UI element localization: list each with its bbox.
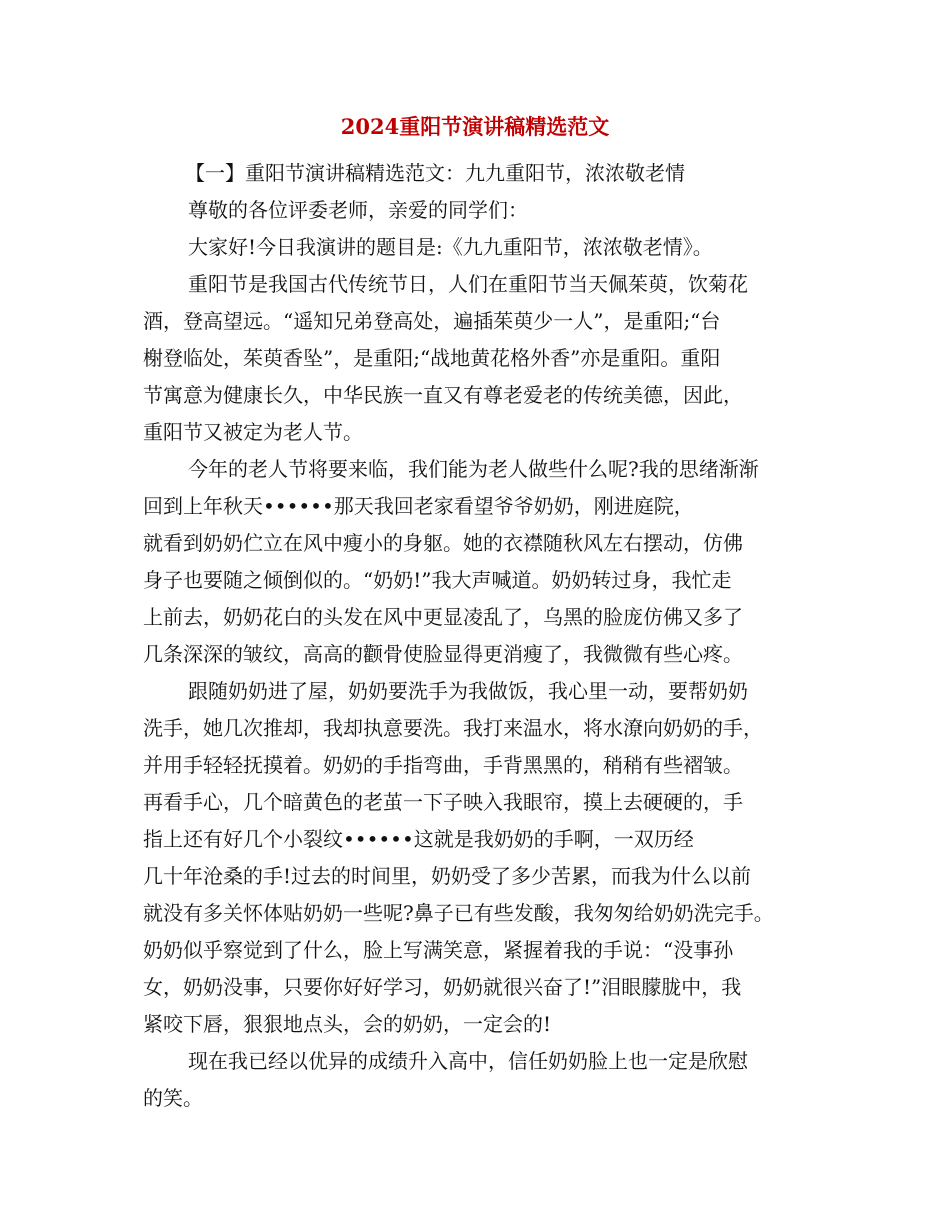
document-title: 2024重阳节演讲稿精选范文 bbox=[340, 114, 610, 139]
paragraph-line: 洗手，她几次推却，我却执意要洗。我打来温水，将水潦向奶奶的手， bbox=[143, 716, 763, 740]
paragraph-line: 身子也要随之倾倒似的。“奶奶!”我大声喊道。奶奶转过身，我忙走 bbox=[143, 568, 732, 592]
paragraph-line: 几条深深的皱纹，高高的颧骨使脸显得更消瘦了，我微微有些心疼。 bbox=[143, 642, 743, 666]
paragraph-line: 再看手心，几个暗黄色的老茧一下子映入我眼帘，摸上去硬硬的，手 bbox=[143, 790, 743, 814]
salutation-line: 尊敬的各位评委老师，亲爱的同学们： bbox=[188, 198, 528, 222]
paragraph-line: 酒，登高望远。“遥知兄弟登高处，遍插茱萸少一人”，是重阳;“台 bbox=[143, 309, 721, 333]
paragraph-line: 几十年沧桑的手!过去的时间里，奶奶受了多少苦累，而我为什么以前 bbox=[143, 864, 752, 888]
paragraph-line: 指上还有好几个小裂纹••••••这就是我奶奶的手啊，一双历经 bbox=[143, 827, 694, 851]
paragraph-line: 并用手轻轻抚摸着。奶奶的手指弯曲，手背黑黑的，稍稍有些褶皱。 bbox=[143, 753, 743, 777]
paragraph-line: 的笑。 bbox=[143, 1086, 203, 1110]
paragraph-line: 回到上年秋天••••••那天我回老家看望爷爷奶奶，刚进庭院， bbox=[143, 494, 694, 518]
paragraph-line: 就没有多关怀体贴奶奶一些呢?鼻子已有些发酸，我匆匆给奶奶洗完手。 bbox=[143, 901, 774, 925]
paragraph-line: 现在我已经以优异的成绩升入高中，信任奶奶脸上也一定是欣慰 bbox=[188, 1049, 748, 1073]
paragraph-line: 大家好!今日我演讲的题目是:《九九重阳节，浓浓敬老情》。 bbox=[188, 235, 713, 259]
document-body bbox=[143, 155, 813, 1117]
paragraph-line: 女，奶奶没事，只要你好好学习，奶奶就很兴奋了!”泪眼朦胧中，我 bbox=[143, 975, 742, 999]
section-heading: 【一】重阳节演讲稿精选范文：九九重阳节，浓浓敬老情 bbox=[185, 161, 685, 185]
paragraph-line: 重阳节是我国古代传统节日，人们在重阳节当天佩茱萸，饮菊花 bbox=[188, 272, 748, 296]
paragraph-line: 节寓意为健康长久，中华民族一直又有尊老爱老的传统美德，因此， bbox=[143, 383, 743, 407]
paragraph-line: 紧咬下唇，狠狠地点头，会的奶奶，一定会的! bbox=[143, 1012, 552, 1036]
paragraph-line: 跟随奶奶进了屋，奶奶要洗手为我做饭，我心里一动，要帮奶奶 bbox=[188, 679, 748, 703]
paragraph-line: 上前去，奶奶花白的头发在风中更显凌乱了，乌黑的脸庞仿佛又多了 bbox=[143, 605, 743, 629]
paragraph-line: 榭登临处，茱萸香坠”，是重阳;“战地黄花格外香”亦是重阳。重阳 bbox=[143, 346, 721, 370]
paragraph-line: 就看到奶奶伫立在风中瘦小的身躯。她的衣襟随秋风左右摆动，仿佛 bbox=[143, 531, 743, 555]
paragraph-line: 今年的老人节将要来临，我们能为老人做些什么呢?我的思绪渐渐 bbox=[188, 457, 759, 481]
paragraph-line: 重阳节又被定为老人节。 bbox=[143, 420, 363, 444]
paragraph-line: 奶奶似乎察觉到了什么，脸上写满笑意，紧握着我的手说：“没事孙 bbox=[143, 938, 734, 962]
